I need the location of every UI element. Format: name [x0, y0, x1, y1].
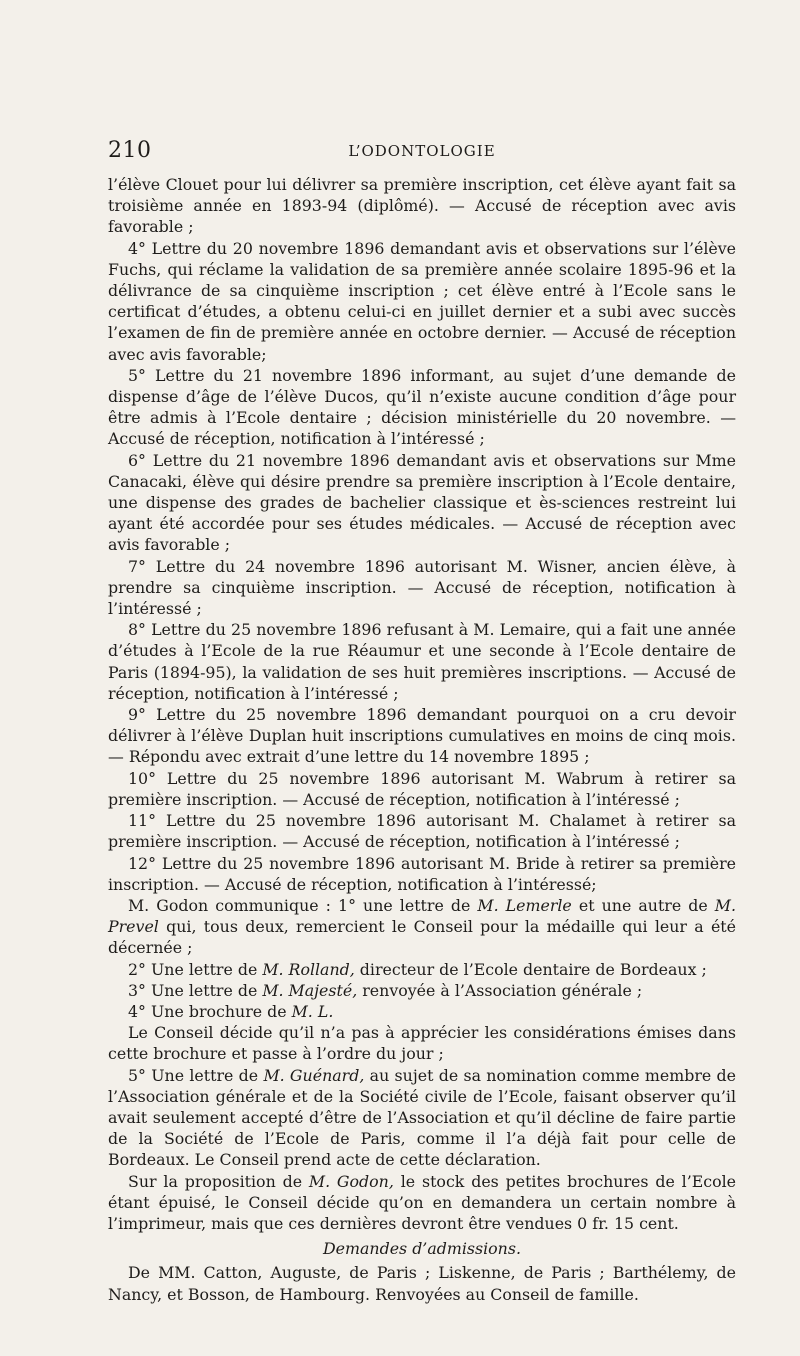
paragraph-item-6: 6° Lettre du 21 novembre 1896 demandant avis et observations sur Mme Canacaki, élève qui désire prendre sa première inscription à l’Ecole dentaire, une dispense des grades de bachelier classique et ès-sciences restreint lui ayant été accordée pour ses études médicales. — Accusé de réception avec avis favorable ; [108, 450, 736, 555]
person-name: M. Prevel [108, 895, 736, 937]
paragraph-letter-2: 2° Une lettre de M. Rolland, directeur de l’Ecole dentaire de Bordeaux ; [128, 959, 707, 979]
paragraph-brochure-stock: Sur la proposition de M. Godon, le stock des petites brochures de l’Ecole étant épuisé, le Conseil décide qu’on en demandera un certain nombre à l’imprimeur, mais que ces dernières devront être vendues 0 fr. 15 cent. [108, 1171, 736, 1233]
paragraph-item-5: 5° Lettre du 21 novembre 1896 informant, au sujet d’une demande de dispense d’âge de l’élève Ducos, qu’il n’existe aucune condition d’âge pour être admis à l’Ecole dentaire ; décision ministérielle du 20 novembre. — Accusé de réception, notification à l’intéressé ; [108, 365, 736, 449]
section-heading: Demandes d’admissions. [323, 1239, 521, 1259]
page-number: 210 [108, 138, 152, 163]
person-name: M. L. [291, 1001, 334, 1021]
paragraph-item-10: 10° Lettre du 25 novembre 1896 autorisant M. Wabrum à retirer sa première inscription. — Accusé de réception, notification à l’intéressé ; [108, 768, 736, 809]
person-name: M. Guénard, [263, 1065, 365, 1085]
paragraph-continuation: l’élève Clouet pour lui délivrer sa première inscription, cet élève ayant fait sa troisième année en 1893-94 (diplômé). — Accusé de réception avec avis favorable ; [108, 175, 736, 237]
paragraph-item-9: 9° Lettre du 25 novembre 1896 demandant pourquoi on a cru devoir délivrer à l’élève Duplan huit inscriptions cumulatives en moins de cinq mois. — Répondu avec extrait d’une lettre du 14 novembre 1895 ; [108, 705, 736, 767]
person-name: M. Rolland, [262, 959, 355, 979]
paragraph-godon-communique: M. Godon communique : 1° une lettre de M. Lemerle et une autre de M. Prevel qui, tous deux, remercient le Conseil pour la médaille qui leur a été décernée ; [108, 895, 736, 958]
paragraph-item-8: 8° Lettre du 25 novembre 1896 refusant à M. Lemaire, qui a fait une année d’études à l’Ecole de la rue Réaumur et une seconde à l’Ecole dentaire de Paris (1894-95), la validation de ses huit premières inscriptions. — Accusé de réception, notification à l’intéressé ; [108, 620, 736, 703]
person-name: M. Lemerle [477, 895, 572, 915]
paragraph-item-12: 12° Lettre du 25 novembre 1896 autorisant M. Bride à retirer sa première inscription. — Accusé de réception, notification à l’intéressé; [108, 853, 736, 894]
page-header [108, 138, 736, 166]
person-name: M. Majesté, [262, 980, 358, 1000]
paragraph-item-7: 7° Lettre du 24 novembre 1896 autorisant M. Wisner, ancien élève, à prendre sa cinquième inscription. — Accusé de réception, notification à l’intéressé ; [108, 556, 736, 619]
paragraph-item-4: 4° Lettre du 20 novembre 1896 demandant avis et observations sur l’élève Fuchs, qui réclame la validation de sa première année scolaire 1895-96 et la délivrance de sa cinquième inscription ; cet élève entré à l’Ecole sans le certificat d’études, a obtenu celui-ci en juillet dernier et a subi avec succès l’examen de fin de première année en octobre dernier. — Accusé de réception avec avis favorable; [108, 238, 736, 364]
paragraph-admissions: De MM. Catton, Auguste, de Paris ; Liskenne, de Paris ; Barthélemy, de Nancy, et Bosson, de Hambourg. Renvoyées au Conseil de famille. [108, 1263, 736, 1304]
paragraph-item-11: 11° Lettre du 25 novembre 1896 autorisant M. Chalamet à retirer sa première inscription. — Accusé de réception, notification à l’intéressé ; [108, 811, 736, 852]
paragraph-brochure-4: 4° Une brochure de M. L. [128, 1001, 334, 1021]
paragraph-letter-5: 5° Une lettre de M. Guénard, au sujet de sa nomination comme membre de l’Association générale et de la Société civile de l’Ecole, faisant observer qu’il avait seulement accepté d’être de l’Association et qu’il décline de faire partie de la Société de l’Ecole de Paris, comme il l’a déjà fait pour celle de Bordeaux. Le Conseil prend acte de cette déclaration. [108, 1065, 737, 1170]
person-name: M. Godon, [308, 1171, 394, 1191]
paragraph-letter-3: 3° Une lettre de M. Majesté, renvoyée à l’Association générale ; [128, 980, 643, 1000]
document-page [108, 138, 736, 1305]
paragraph-council-decision: Le Conseil décide qu’il n’a pas à apprécier les considérations émises dans cette brochure et passe à l’ordre du jour ; [108, 1023, 736, 1064]
running-head: L’ODONTOLOGIE [348, 142, 496, 160]
body-text [108, 174, 736, 1305]
